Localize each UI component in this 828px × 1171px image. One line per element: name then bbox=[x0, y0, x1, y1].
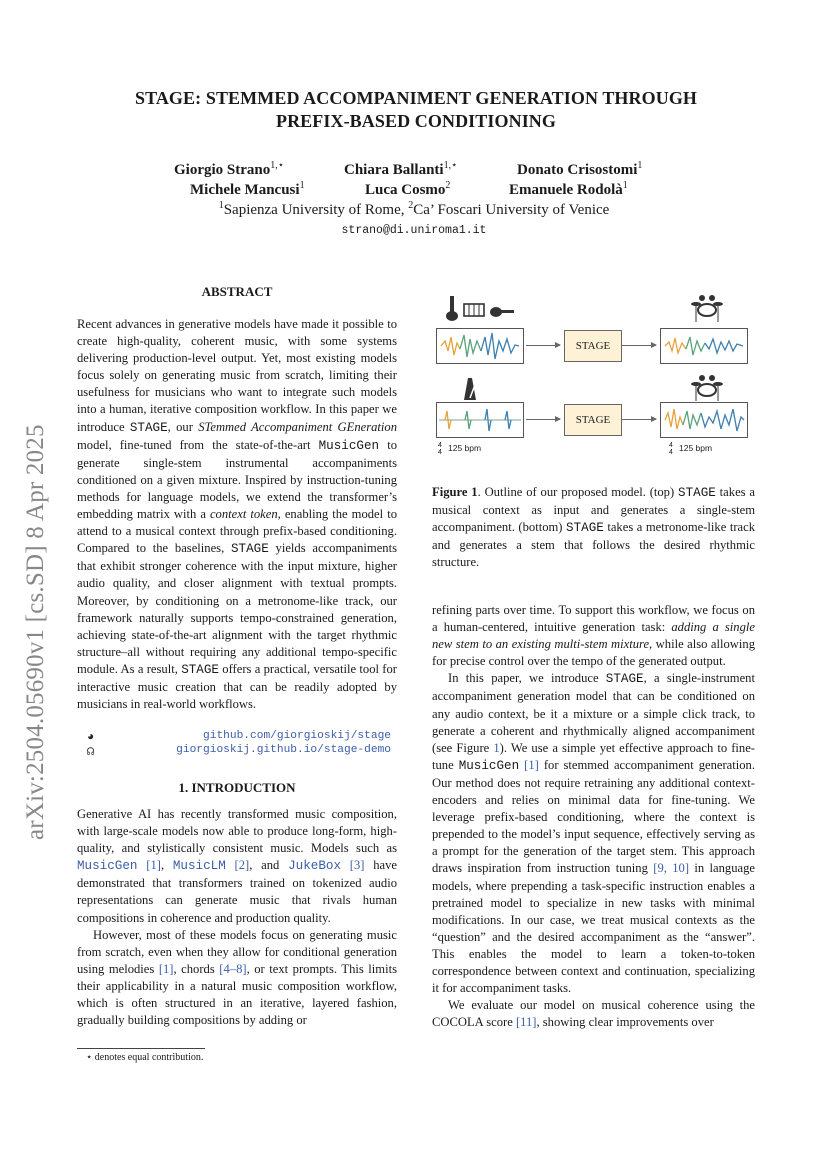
right-column-text: refining parts over time. To support this workflow, we focus on a human-centered, intuitive generation task: adding a single new stem to an existing multi-stem mixture, while also allowing for precise control over the tempo of the generated output. In this paper, we introduce STAGE, a single-instrument accompaniment generation model that can be conditioned on any audio context, be it a mixture or a simple click track, to generate a coherent and rhythmically aligned accompaniment (see Figure 1). We use a simple yet effective approach to fine-tune MusicGen [1] for stemmed accompaniment generation. Our method does not require retraining any additional context-encoders and relies on minimal data for fine-tuning. We leverage prefix-based conditioning, where the context is prepended to the model’s input sequence, effectively serving as a prompt for the generation of the target stem. This approach draws inspiration from instruction tuning [9, 10] in language models, where prepending a task-specific instruction enables a pretrained model to specialize in new tasks with minimal modifications. In our case, we treat musical contexts as the “question” and the desired accompaniment as the “answer”. This enables the model to learn a token-to-token correspondence between context and continuation, specializing it for accompaniment tasks. We evaluate our model on musical coherence using the COCOLA score [11], showing clear improvements over bbox=[432, 603, 756, 1030]
link-row-github bbox=[77, 730, 397, 744]
context-waveform-top bbox=[436, 328, 524, 364]
introduction-heading: 1. INTRODUCTION bbox=[178, 780, 296, 795]
author: Luca Cosmo$^2$ bbox=[365, 180, 451, 198]
figure-1 bbox=[432, 290, 755, 460]
author: Chiara Ballanti$^{1,⋆}$ bbox=[344, 160, 458, 178]
tempo-label-right: 125 bpm bbox=[679, 443, 713, 453]
time-signature-left: 4 4 bbox=[438, 442, 442, 456]
waveform-graphic bbox=[661, 403, 747, 437]
metronome-icon bbox=[460, 376, 480, 402]
waveform-graphic bbox=[437, 403, 523, 437]
metronome-waveform bbox=[436, 402, 524, 438]
title-line-2: PREFIX-BASED CONDITIONING bbox=[275, 111, 557, 131]
waveform-graphic bbox=[661, 329, 747, 363]
stage-box-bottom: STAGE bbox=[564, 404, 622, 436]
contact-email[interactable]: strano@di.uniroma1.it bbox=[341, 224, 487, 237]
introduction-text: Generative AI has recently transformed music composition, with large-scale models now able to produce long-form, high-quality, and stylistically consistent music. Models such as MusicGen [1], MusicLM [2], and JukeBox [3] have demonstrated that transformers trained on tokenized audio representations can generate music that rivals human compositions in coherence and production quality. However, most of these models focus on generating music from scratch, even when they allow for conditional generation using melodies [1], chords [4–8], or text prompts. This limits their applicability in a natural music composition workflow, which is often structured in an iterative, layered fashion, gradually building compositions by adding or bbox=[77, 807, 398, 1028]
footnote-rule bbox=[77, 1048, 205, 1049]
demo-link[interactable]: giorgioskij.github.io/stage-demo bbox=[176, 744, 391, 756]
instruments-icon bbox=[444, 290, 516, 324]
title-line-1: STAGE: STEMMED ACCOMPANIMENT GENERATION THROUGH bbox=[134, 88, 698, 108]
waveform-graphic bbox=[437, 329, 523, 363]
author: Emanuele Rodolà$^1$ bbox=[509, 180, 628, 198]
time-signature-right: 4 4 bbox=[669, 442, 673, 456]
tempo-label-left: 125 bpm bbox=[448, 443, 482, 453]
abstract-heading: ABSTRACT bbox=[201, 284, 273, 299]
stage-box-top: STAGE bbox=[564, 330, 622, 362]
abstract-text: Recent advances in generative models have made it possible to create high-quality, coherent music, with some systems delivering production-level output. Yet, most existing models focus solely on generating music from scratch, limiting their usefulness for musicians who want to integrate such models into a human, iterative composition workflow. In this paper we introduce STAGE, our STemmed Accompaniment GEneration model, fine-tuned from the state-of-the-art MusicGen to generate single-stem instrumental accompaniments conditioned on a given mixture. Inspired by instruction-tuning methods for language models, we extend the transformer’s embedding matrix with a context token, enabling the model to attend to a musical context through prefix-based conditioning. Compared to the baselines, STAGE yields accompaniments that exhibit stronger coherence with the input mixture, higher audio quality, and closer alignment with textual prompts. Moreover, by conditioning on a metronome-like track, our framework naturally supports tempo-constrained generation, achieving state-of-the-art alignment with the target rhythmic structure–all without requiring any additional tempo-specific module. As a result, STAGE offers a practical, versatile tool for interactive music creation that can be readily adopted by musicians in real-world workflows. bbox=[77, 317, 398, 712]
author: Michele Mancusi$^1$ bbox=[190, 180, 305, 198]
figure-caption: Figure 1. Outline of our proposed model. (top) STAGE takes a musical context as input and generates a single-stem accompaniment. (bottom) STAGE takes a metronome-like track and generates a stem that follows the desired rhythmic structure. bbox=[432, 485, 755, 570]
project-links bbox=[77, 730, 397, 758]
arrow bbox=[526, 345, 560, 346]
link-row-demo bbox=[77, 744, 397, 758]
output-waveform-bottom bbox=[660, 402, 748, 438]
paper-title bbox=[60, 87, 772, 133]
headphones-icon: ☊ bbox=[87, 745, 95, 759]
affiliations: $^1$Sapienza University of Rome, $^2$Ca’ Foscari University of Venice bbox=[218, 200, 610, 218]
author: Donato Crisostomi$^1$ bbox=[517, 160, 643, 178]
footnote: ⋆ denotes equal contribution. bbox=[86, 1052, 204, 1063]
drums-icon bbox=[690, 290, 724, 324]
arrow bbox=[622, 419, 656, 420]
author: Giorgio Strano$^{1,⋆}$ bbox=[174, 160, 285, 178]
github-link[interactable]: github.com/giorgioskij/stage bbox=[203, 730, 391, 742]
output-waveform-top bbox=[660, 328, 748, 364]
drums-icon bbox=[690, 370, 724, 402]
arrow bbox=[622, 345, 656, 346]
arxiv-identifier: arXiv:2504.05690v1 [cs.SD] 8 Apr 2025 bbox=[22, 424, 49, 840]
github-icon: ◕ bbox=[87, 730, 95, 744]
arrow bbox=[526, 419, 560, 420]
